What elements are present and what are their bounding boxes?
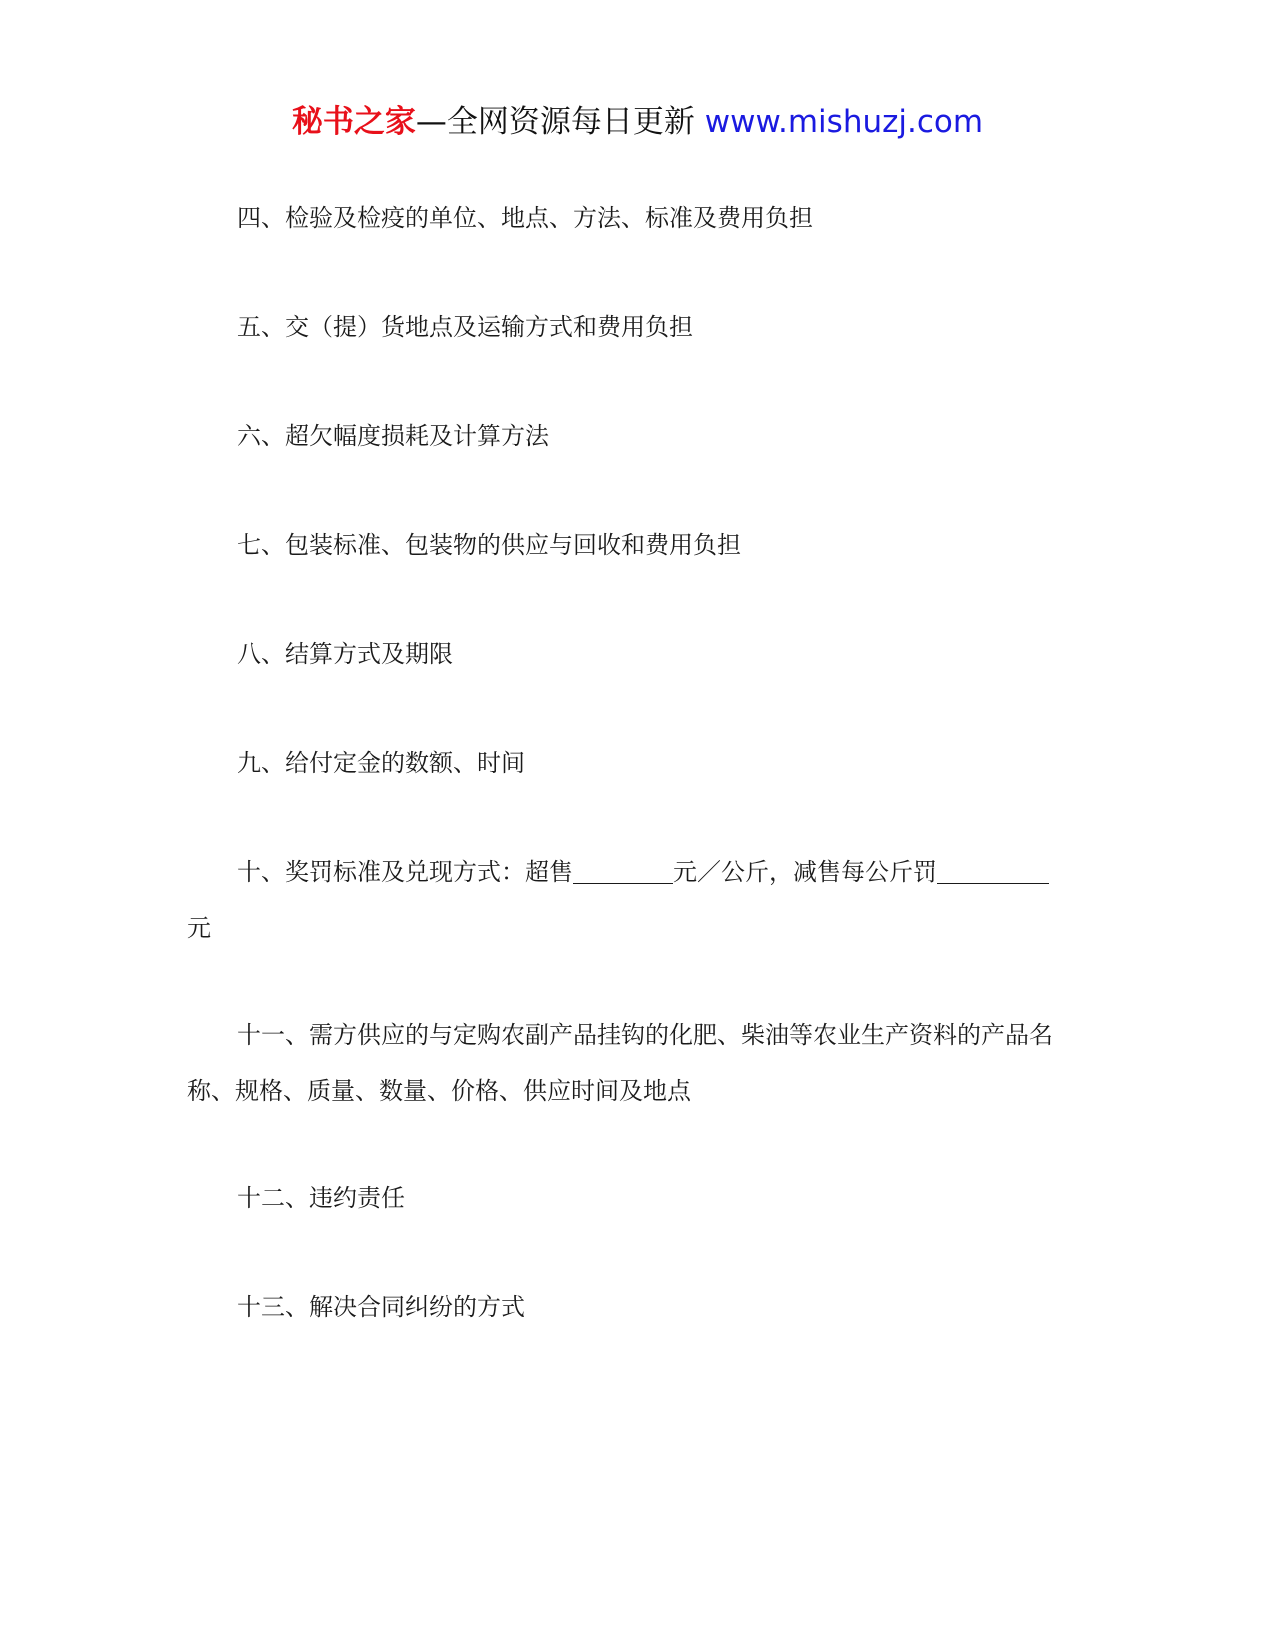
site-url-link[interactable]: www.mishuzj.com [704,104,984,140]
clause-12: 十二、违约责任 [237,1184,405,1212]
clause-10-text-b: 元／公斤，减售每公斤罚 [673,858,937,886]
clause-11: 十一、需方供应的与定购农副产品挂钩的化肥、柴油等农业生产资料的产品名称、规格、质量、数量、价格、供应时间及地点 [187,1021,1053,1105]
site-header [0,100,1275,144]
clause-8: 八、结算方式及期限 [237,640,453,668]
clause-13: 十三、解决合同纠纷的方式 [237,1293,525,1321]
clause-5: 五、交（提）货地点及运输方式和费用负担 [237,313,693,341]
fill-blank-oversale[interactable] [573,857,673,884]
clause-6: 六、超欠幅度损耗及计算方法 [237,422,549,450]
clause-4: 四、检验及检疫的单位、地点、方法、标准及费用负担 [237,204,813,232]
clause-7: 七、包装标准、包装物的供应与回收和费用负担 [237,531,741,559]
clause-10-text-a: 十、奖罚标准及兑现方式：超售 [237,858,573,886]
clause-9: 九、给付定金的数额、时间 [237,749,525,777]
clause-10-text-c: 元 [187,914,211,942]
brand-name: 秘书之家 [291,104,416,140]
header-tagline: —全网资源每日更新 [415,104,695,140]
fill-blank-penalty[interactable] [937,857,1049,884]
clause-10 [187,844,1067,956]
